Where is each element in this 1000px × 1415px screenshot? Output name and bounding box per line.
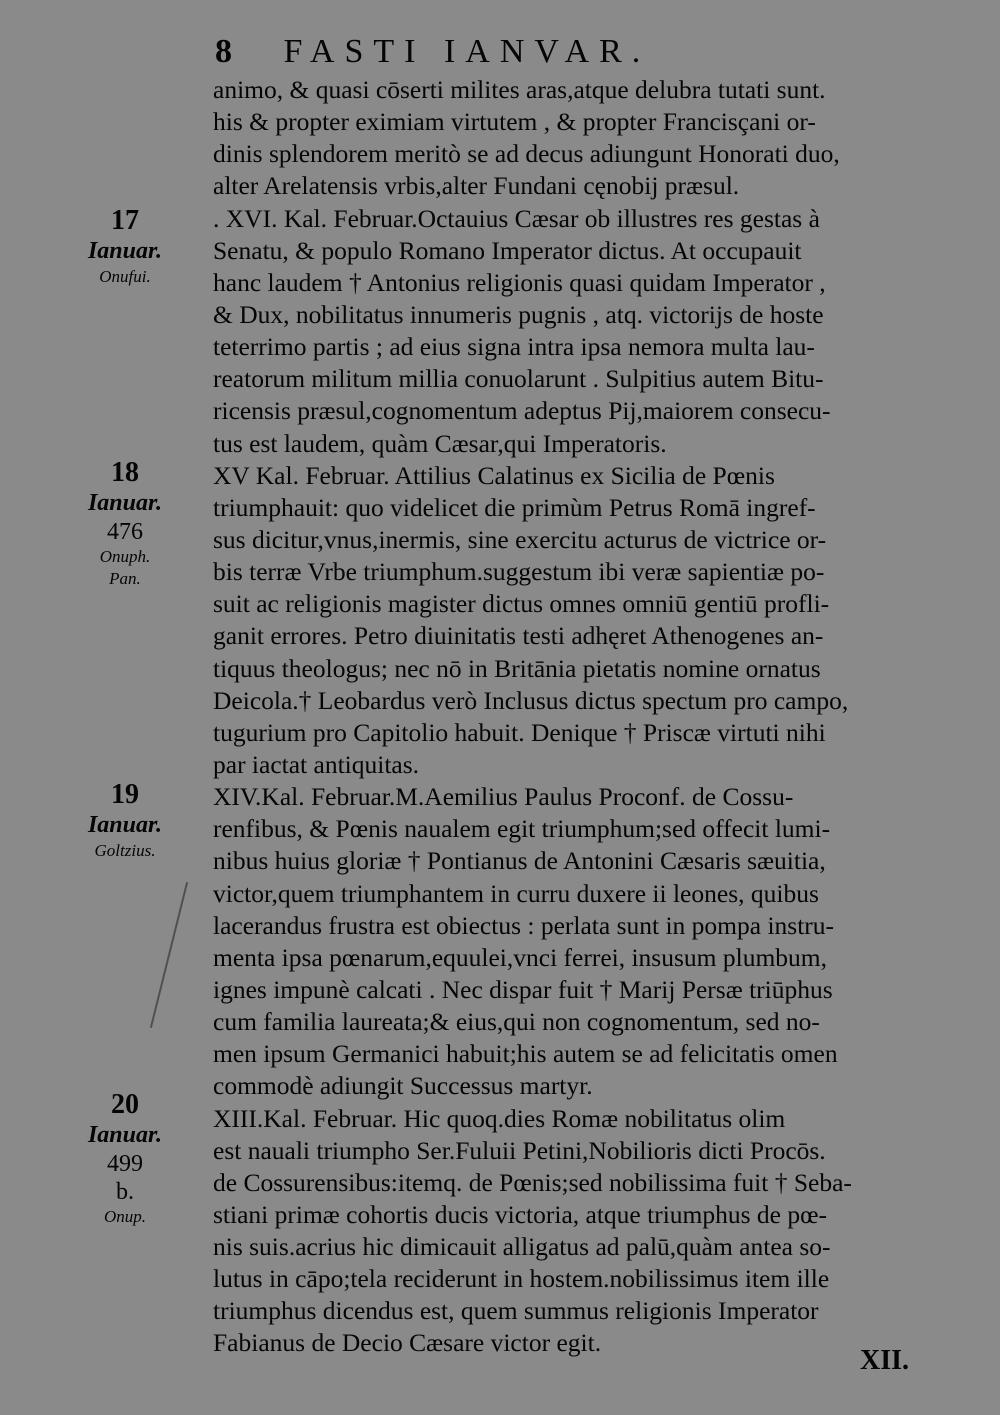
margin-day: 20	[111, 1089, 139, 1120]
text-line: Deicola.† Leobardus verò Inclusus dictus spectum pro campo,	[213, 685, 849, 715]
text-line: lacerandus frustra est obiectus : perlata sunt in pompa instru-	[213, 910, 835, 940]
margin-day: 18	[111, 457, 139, 488]
margin-month: Ianuar.	[87, 812, 163, 838]
text-line: tugurium pro Capitolio habuit. Denique † Priscæ virtuti nihi	[213, 717, 826, 747]
text-line: par iactat antiquitas.	[213, 749, 420, 779]
text-line: lutus in cāpo;tela reciderunt in hostem.nobilissimus item ille	[213, 1264, 830, 1294]
text-line: ganit errores. Petro diuinitatis testi adhęret Athenogenes an-	[213, 621, 824, 651]
text-line: XV Kal. Februar. Attilius Calatinus ex Sicilia de Pœnis	[213, 460, 775, 490]
text-line: cum familia laureata;& eius,qui non cognomentum, sed no-	[213, 1007, 820, 1037]
margin-stray-mark	[150, 882, 188, 1028]
text-line: XIII.Kal. Februar. Hic quoq.dies Romæ nobilitatus olim	[213, 1103, 786, 1133]
margin-source: Pan.	[109, 569, 141, 588]
margin-day: 17	[111, 205, 139, 236]
text-line: commodè adiungit Successus martyr.	[213, 1071, 593, 1101]
text-line: victor,quem triumphantem in curru duxere ii leones, quibus	[213, 878, 819, 908]
text-line: renfibus, & Pœnis naualem egit triumphum;sed offecit lumi-	[213, 814, 831, 844]
text-line: alter Arelatensis vrbis,alter Fundani cęnobij præsul.	[213, 171, 740, 201]
margin-note-jan20	[60, 1090, 190, 1228]
text-line: menta ipsa pœnarum,equulei,vnci ferrei, insusum plumbum,	[213, 942, 827, 972]
margin-month: Ianuar.	[87, 490, 163, 516]
catchword: XII.	[860, 1345, 910, 1376]
text-line: nibus huius gloriæ † Pontianus de Antonini Cæsaris sæuitia,	[213, 846, 826, 876]
text-line: triumphus dicendus est, quem summus religionis Imperator	[213, 1296, 819, 1326]
text-line: hanc laudem † Antonius religionis quasi quidam Imperator ,	[213, 267, 826, 297]
body-text	[213, 74, 965, 1360]
text-line: stiani primæ cohortis ducis victoria, atque triumphus de pœ-	[213, 1199, 828, 1229]
text-line: nis suis.acrius hic dimicauit alligatus ad palū,quàm antea so-	[213, 1232, 831, 1262]
text-line: reatorum militum millia conuolarunt . Sulpitius autem Bitu-	[213, 364, 824, 394]
text-line: . XVI. Kal. Februar.Octauius Cæsar ob illustres res gestas à	[213, 203, 820, 233]
text-line: de Cossurensibus:itemq. de Pœnis;sed nobilissima fuit † Seba-	[213, 1167, 852, 1197]
text-line: dinis splendorem meritò se ad decus adiungunt Honorati duo,	[213, 139, 840, 169]
page-number: 8	[215, 33, 232, 70]
margin-month: Ianuar.	[87, 1122, 163, 1148]
margin-source: Onuph.	[99, 547, 151, 566]
text-line: his & propter eximiam virtutem , & propter Francisçani or-	[213, 107, 816, 137]
page-header	[215, 30, 835, 74]
text-line: sus dicitur,vnus,inermis, sine exercitu acturus de victrice or-	[213, 524, 827, 554]
margin-year: 476	[107, 519, 143, 545]
text-line: bis terræ Vrbe triumphum.suggestum ibi veræ sapientiæ po-	[213, 557, 825, 587]
margin-year-sub: b.	[116, 1179, 134, 1205]
margin-note-jan18	[60, 458, 190, 590]
margin-year: 499	[107, 1151, 143, 1177]
margin-source: Onup.	[103, 1207, 147, 1226]
text-line: teterrimo partis ; ad eius signa intra ipsa nemora multa lau-	[213, 332, 815, 362]
text-line: XIV.Kal. Februar.M.Aemilius Paulus Proconf. de Cossu-	[213, 782, 794, 812]
text-line: tus est laudem, quàm Cæsar,qui Imperatoris.	[213, 428, 667, 458]
text-line: Senatu, & populo Romano Imperator dictus. At occupauit	[213, 235, 802, 265]
text-line: Fabianus de Decio Cæsare victor egit.	[213, 1328, 602, 1358]
text-line: & Dux, nobilitatus innumeris pugnis , atq. victorijs de hoste	[213, 299, 824, 329]
margin-source: Goltzius.	[94, 841, 156, 860]
text-line: tiquus theologus; nec nō in Britānia pietatis nomine ornatus	[213, 653, 821, 683]
margin-source: Onufui.	[99, 267, 151, 286]
text-line: ignes impunè calcati . Nec dispar fuit † Marij Persæ triūphus	[213, 974, 833, 1004]
text-line: suit ac religionis magister dictus omnes omniū gentiū profli-	[213, 589, 830, 619]
text-line: triumphauit: quo videlicet die primùm Petrus Romā ingref-	[213, 492, 816, 522]
margin-day: 19	[111, 779, 139, 810]
running-title: FASTI IANVAR.	[283, 33, 651, 70]
margin-note-jan17	[60, 206, 190, 288]
margin-note-jan19	[60, 780, 190, 862]
text-line: est nauali triumpho Ser.Fuluii Petini,Nobilioris dicti Procōs.	[213, 1135, 826, 1165]
margin-month: Ianuar.	[87, 238, 163, 264]
text-line: men ipsum Germanici habuit;his autem se ad felicitatis omen	[213, 1039, 838, 1069]
text-line: animo, & quasi cōserti milites aras,atque delubra tutati sunt.	[213, 75, 826, 104]
text-line: ricensis præsul,cognomentum adeptus Pij,maiorem consecu-	[213, 396, 831, 426]
